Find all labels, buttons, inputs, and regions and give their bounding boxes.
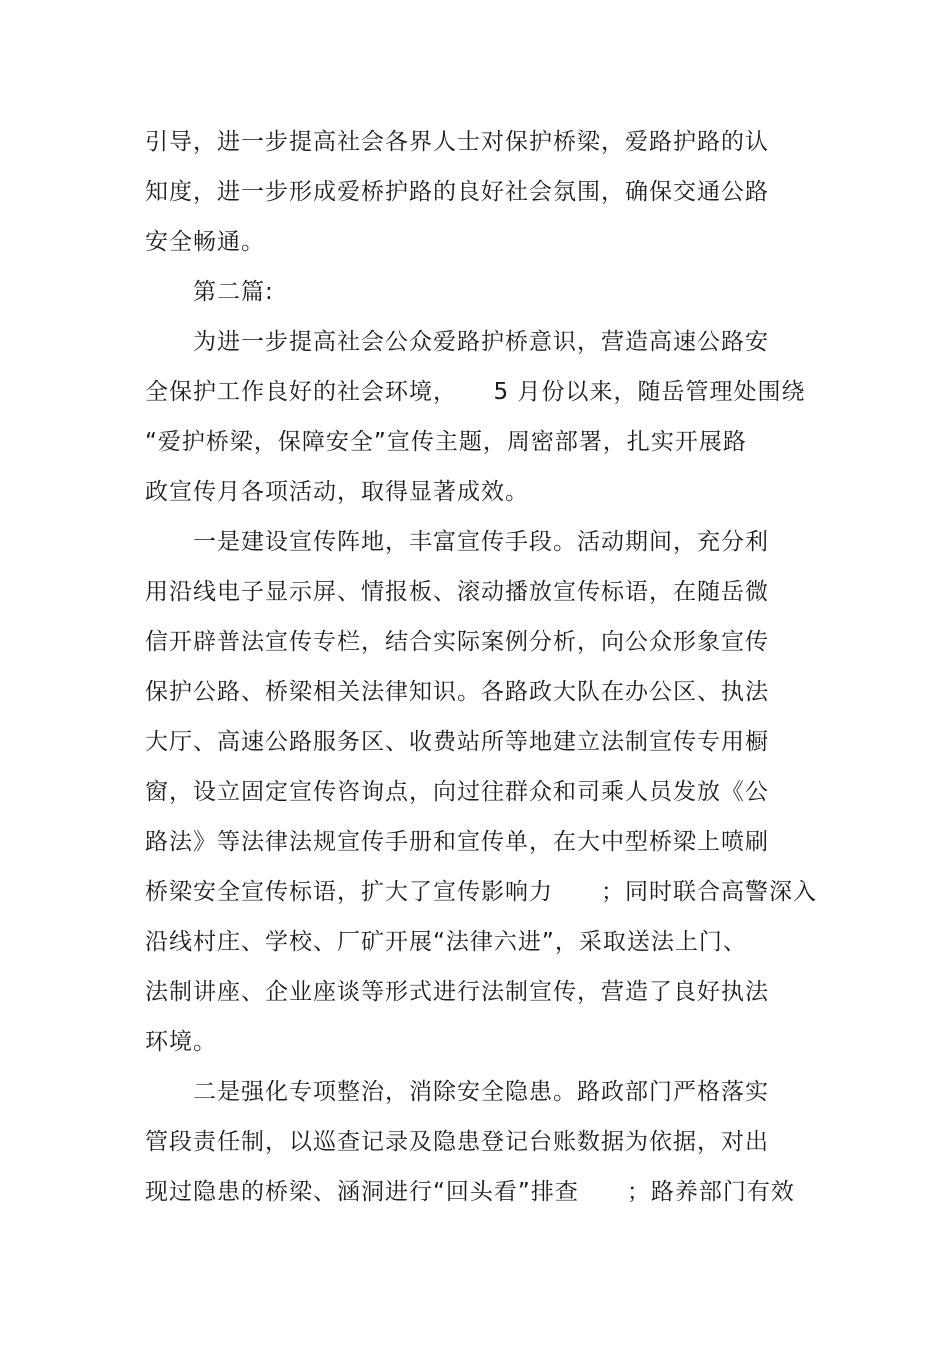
text-line: 知度，进一步形成爱桥护路的良好社会氛围，确保交通公路 [145, 179, 769, 205]
text-line: 二是强化专项整治，消除安全隐患。路政部门严格落实 [193, 1079, 769, 1105]
text-line: 法制讲座、企业座谈等形式进行法制宣传，营造了良好执法 [145, 979, 769, 1005]
text-line: 一是建设宣传阵地，丰富宣传手段。活动期间，充分利 [193, 529, 769, 555]
text-line: 环境。 [145, 1029, 217, 1055]
text-line: 桥梁安全宣传标语，扩大了宣传影响力 ；同时联合高警深入 [145, 879, 817, 905]
text-line: 保护公路、桥梁相关法律知识。各路政大队在办公区、执法 [145, 679, 769, 705]
text-line: 政宣传月各项活动，取得显著成效。 [145, 479, 529, 505]
text-line: 路法》等法律法规宣传手册和宣传单，在大中型桥梁上喷刷 [145, 829, 769, 855]
text-line: “爱护桥梁，保障安全”宣传主题，周密部署，扎实开展路 [145, 429, 747, 455]
text-line: 窗，设立固定宣传咨询点，向过往群众和司乘人员发放《公 [145, 779, 769, 805]
text-line: 沿线村庄、学校、厂矿开展“法律六进”，采取送法上门、 [145, 929, 747, 955]
text-line: 大厅、高速公路服务区、收费站所等地建立法制宣传专用橱 [145, 729, 769, 755]
text-line: 信开辟普法宣传专栏，结合实际案例分析，向公众形象宣传 [145, 629, 769, 655]
text-line: 引导，进一步提高社会各界人士对保护桥梁，爱路护路的认 [145, 129, 769, 155]
text-line: 用沿线电子显示屏、情报板、滚动播放宣传标语，在随岳微 [145, 579, 769, 605]
text-line: 为进一步提高社会公众爱路护桥意识，营造高速公路安 [193, 329, 769, 355]
text-line: 全保护工作良好的社会环境， 5 月份以来，随岳管理处围绕 [145, 379, 806, 405]
text-line: 现过隐患的桥梁、涵洞进行“回头看”排查 ；路养部门有效 [145, 1179, 795, 1205]
text-line: 管段责任制，以巡查记录及隐患登记台账数据为依据，对出 [145, 1129, 769, 1155]
section-heading: 第二篇: [193, 279, 274, 305]
text-line: 安全畅通。 [145, 229, 265, 255]
